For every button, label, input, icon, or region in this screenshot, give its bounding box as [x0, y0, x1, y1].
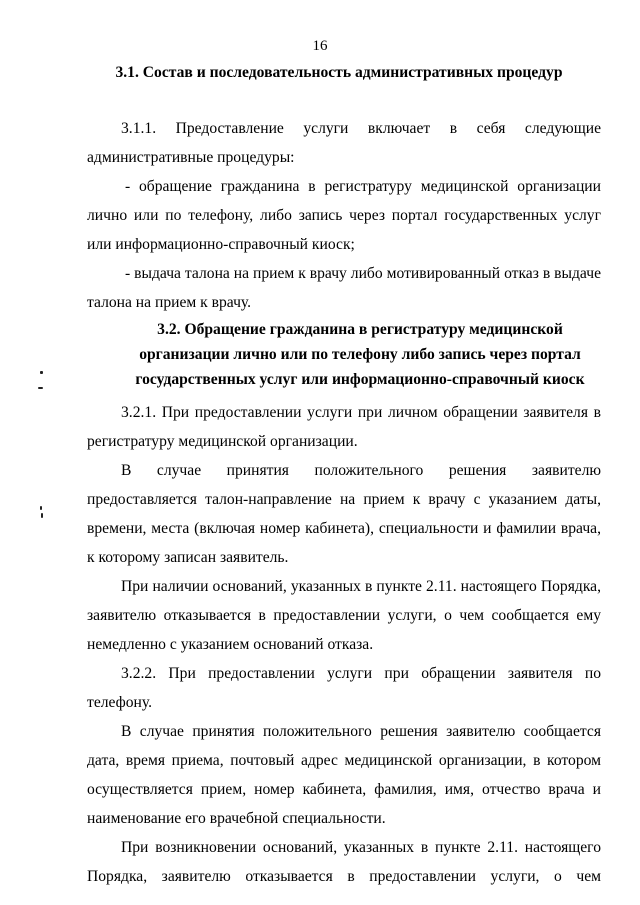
scan-speck: [38, 387, 43, 389]
paragraph-positive-decision: В случае принятия положительного решения заявителю предоставляется талон-направление на прием к врачу с указанием даты, времени, места (включая номер кабинета), специальности и фамилии врача, к которому записан заявитель.: [87, 462, 601, 566]
scan-speck: [41, 513, 43, 518]
paragraph-phone-positive: В случае принятия положительного решения заявителю сообщается дата, время приема, почтовый адрес медицинской организации, в котором осуществляется прием, номер кабинета, фамилия, имя, отчество врача и наименование его врачебной специальности.: [87, 723, 601, 827]
paragraph-3-2-2: 3.2.2. При предоставлении услуги при обращении заявителя по телефону.: [87, 665, 601, 711]
section-3-2-body: [87, 398, 601, 891]
section-heading-3-1: 3.1. Состав и последовательность административных процедур: [115, 64, 563, 81]
paragraph-3-1-1: 3.1.1. Предоставление услуги включает в себя следующие административные процедуры:: [87, 120, 601, 166]
section-3-1-body: [87, 114, 601, 317]
paragraph-refusal: При наличии оснований, указанных в пункте 2.11. настоящего Порядка, заявителю отказывается в предоставлении услуги, о чем сообщается ему немедленно с указанием оснований отказа.: [87, 578, 601, 653]
scan-speck: [40, 506, 42, 510]
paragraph-phone-refusal: При возникновении оснований, указанных в пункте 2.11. настоящего Порядка, заявителю отказывается в предоставлении услуги, о чем: [87, 839, 601, 885]
page-number: 16: [312, 38, 328, 54]
section-heading-3-2: 3.2. Обращение гражданина в регистратуру медицинской организации лично или по телефону либо запись через портал государственных услуг или информационно-справочный киоск: [135, 321, 585, 388]
list-item-appeal: - обращение гражданина в регистратуру медицинской организации лично или по телефону, либо запись через портал государственных услуг или информационно-справочный киоск;: [87, 178, 601, 253]
list-item-ticket: - выдача талона на прием к врачу либо мотивированный отказ в выдаче талона на прием к врачу.: [87, 265, 601, 311]
paragraph-3-2-1: 3.2.1. При предоставлении услуги при личном обращении заявителя в регистратуру медицинской организации.: [87, 404, 601, 450]
scan-speck: [40, 371, 43, 374]
